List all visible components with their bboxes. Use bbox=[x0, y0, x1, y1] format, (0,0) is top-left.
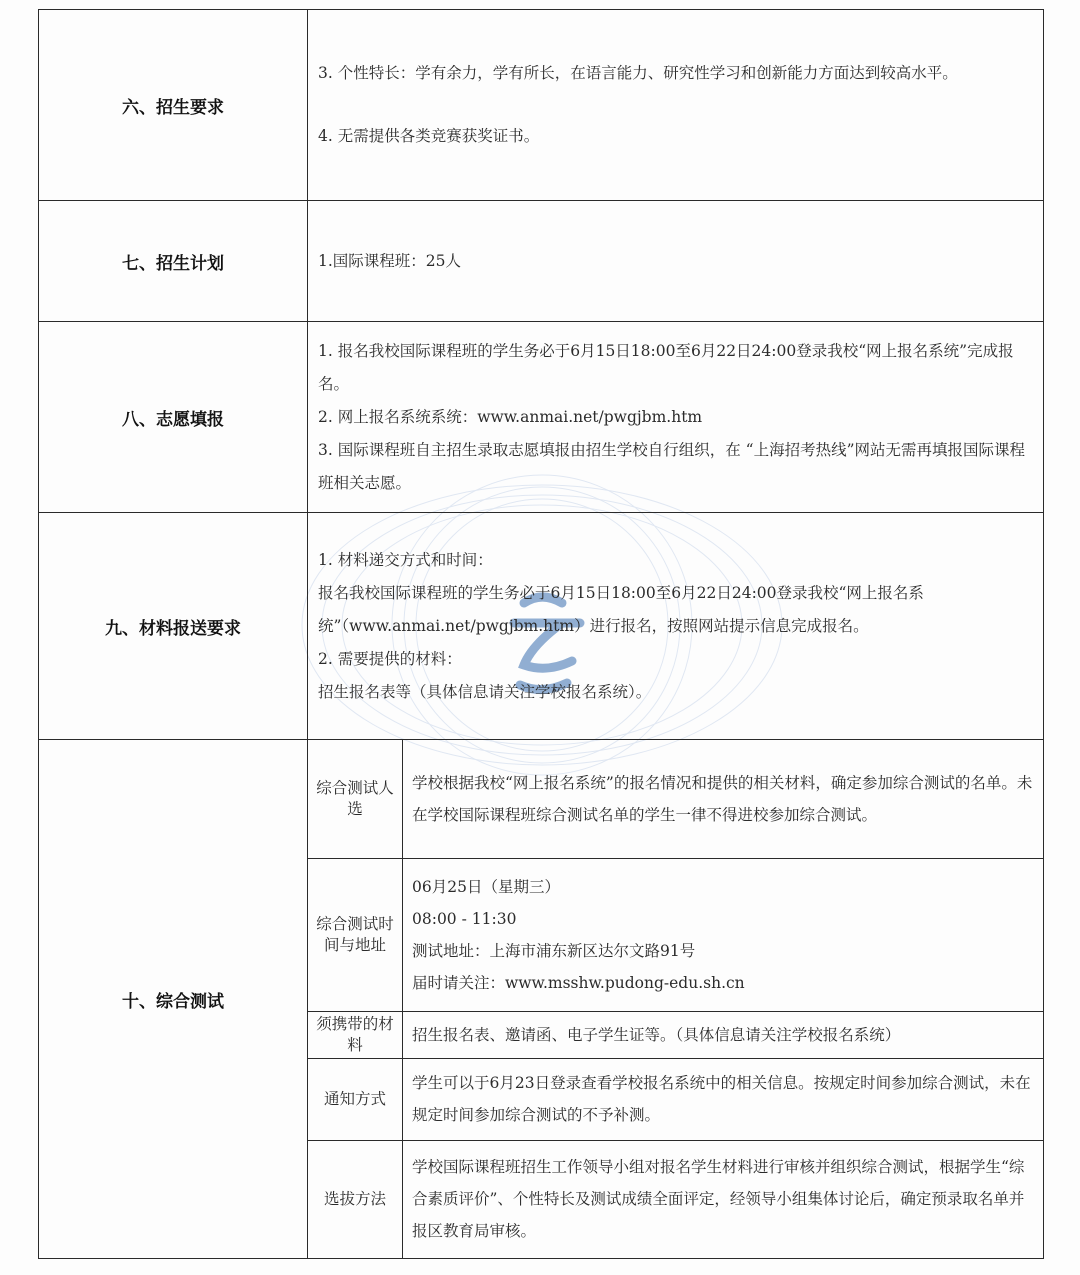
test-row-content: 学生可以于6月23日登录查看学校报名系统中的相关信息。按规定时间参加综合测试，未在规定时间参加综合测试的不予补测。 bbox=[403, 1058, 1044, 1140]
material-item-2-detail: 招生报名表等（具体信息请关注学校报名系统）。 bbox=[318, 682, 652, 701]
application-item-1: 1. 报名我校国际课程班的学生务必于6月15日18:00至6月22日24:00登录我校“网上报名系统”完成报名。 bbox=[318, 341, 1014, 393]
requirement-4: 4. 无需提供各类竞赛获奖证书。 bbox=[318, 127, 540, 145]
section-row-9 bbox=[39, 513, 1044, 740]
test-row-materials bbox=[308, 1011, 1043, 1058]
section-content-7 bbox=[308, 201, 1044, 322]
section-row-8 bbox=[39, 322, 1044, 513]
section-content-8 bbox=[308, 322, 1044, 513]
plan-item-1: 1.国际课程班：25人 bbox=[318, 251, 462, 270]
test-row-label: 综合测试时间与地址 bbox=[308, 858, 403, 1011]
comprehensive-test-table bbox=[308, 740, 1043, 1258]
test-address: 测试地址：上海市浦东新区达尔文路91号 bbox=[412, 941, 696, 960]
section-label-9: 九、材料报送要求 bbox=[39, 513, 308, 740]
test-row-label: 通知方式 bbox=[308, 1058, 403, 1140]
material-item-1: 1. 材料递交方式和时间： bbox=[318, 550, 493, 569]
test-date: 06月25日（星期三） bbox=[412, 877, 560, 896]
application-item-2: 2. 网上报名系统系统：www.anmai.net/pwgjbm.htm bbox=[318, 407, 703, 426]
test-row-label: 综合测试人选 bbox=[308, 740, 403, 858]
test-row-label: 选拔方法 bbox=[308, 1140, 403, 1258]
test-row-time-address bbox=[308, 858, 1043, 1011]
admission-info-table bbox=[38, 9, 1044, 1259]
test-row-label: 须携带的材料 bbox=[308, 1011, 403, 1058]
section-label-6: 六、招生要求 bbox=[39, 10, 308, 201]
material-item-2: 2. 需要提供的材料： bbox=[318, 649, 462, 668]
test-row-content: 学校根据我校“网上报名系统”的报名情况和提供的相关材料，确定参加综合测试的名单。未在学校国际课程班综合测试名单的学生一律不得进校参加综合测试。 bbox=[403, 740, 1044, 858]
test-row-selection bbox=[308, 1140, 1043, 1258]
material-item-1-detail: 报名我校国际课程班的学生务必于6月15日18:00至6月22日24:00登录我校“网上报名系统”（www.anmai.net/pwgjbm.htm）进行报名，按照网站提示信息完成报名。 bbox=[318, 583, 924, 635]
test-row-content: 招生报名表、邀请函、电子学生证等。（具体信息请关注学校报名系统） bbox=[403, 1011, 1044, 1058]
section-content-9 bbox=[308, 513, 1044, 740]
requirement-3: 3. 个性特长：学有余力，学有所长，在语言能力、研究性学习和创新能力方面达到较高水平。 bbox=[318, 64, 958, 82]
test-row-content: 学校国际课程班招生工作领导小组对报名学生材料进行审核并组织综合测试，根据学生“综合素质评价”、个性特长及测试成绩全面评定，经领导小组集体讨论后，确定预录取名单并报区教育局审核。 bbox=[412, 1158, 1025, 1241]
section-content-6 bbox=[308, 10, 1044, 201]
section-label-10: 十、综合测试 bbox=[39, 740, 308, 1259]
section-row-7 bbox=[39, 201, 1044, 322]
test-row-content bbox=[403, 858, 1044, 1011]
test-website: 届时请关注：www.msshw.pudong-edu.sh.cn bbox=[412, 973, 745, 992]
section-label-7: 七、招生计划 bbox=[39, 201, 308, 322]
section-row-6 bbox=[39, 10, 1044, 201]
section-label-8: 八、志愿填报 bbox=[39, 322, 308, 513]
section-row-10 bbox=[39, 740, 1044, 1259]
application-item-3: 3. 国际课程班自主招生录取志愿填报由招生学校自行组织，在 “上海招考热线”网站无需再填报国际课程班相关志愿。 bbox=[318, 440, 1025, 492]
section-content-10 bbox=[308, 740, 1044, 1259]
test-time: 08:00 - 11:30 bbox=[412, 909, 517, 928]
test-row-notification bbox=[308, 1058, 1043, 1140]
test-row-candidates bbox=[308, 740, 1043, 858]
